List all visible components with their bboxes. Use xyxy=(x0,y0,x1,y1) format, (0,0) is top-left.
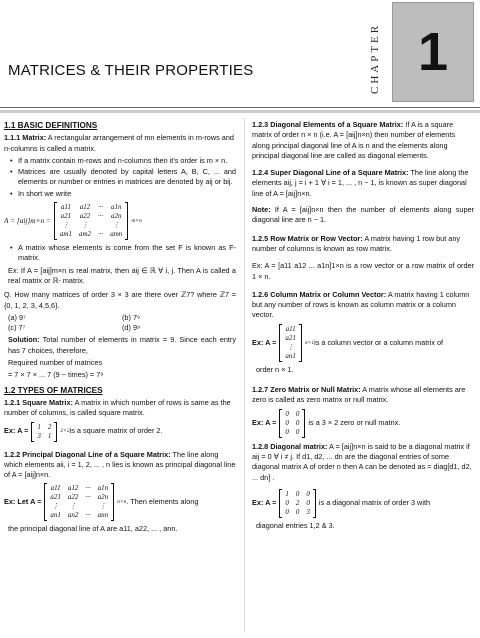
square-matrix-example xyxy=(4,422,236,442)
row-label: 1.2.5 Row Matrix or Row Vector: xyxy=(252,233,363,243)
matrix-cell: a22 xyxy=(67,493,79,502)
chapter-label: CHAPTER xyxy=(369,22,381,94)
matrix-cell: a1n xyxy=(97,484,109,493)
matrix-cell: ⋮ xyxy=(52,502,60,511)
row-matrix-example: Ex: A = [a11 a12 ... a1n]1×n is a row vector or a row matrix of order 1 × n. xyxy=(252,261,474,281)
diag-elem-text: If A is a square matrix of order n × n (i.e. A = [aij]n×n) then number of elements along principal diagonal line of A is n and the elements along principal diagonal line are called as diagonal elements. xyxy=(252,120,456,160)
ex7-post: is a diagonal matrix of order 3 with xyxy=(318,498,431,508)
option-a: (a) 9⁷ xyxy=(8,312,26,322)
matrix-cell: a2n xyxy=(111,212,122,221)
ex7-line-2: diagonal entries 1,2 & 3. xyxy=(256,520,335,530)
column-matrix xyxy=(279,324,302,362)
matrix-cell: 1 xyxy=(47,431,52,440)
matrix-cell: a1n xyxy=(111,203,122,212)
ex3-pre: Ex: Let A = xyxy=(4,497,42,507)
zero-matrix xyxy=(279,409,305,438)
square-label: 1.2.1 Square Matrix: xyxy=(4,397,73,407)
zero-text: A matrix whose all elements are zero is called as zero matrix or null matrix. xyxy=(252,385,466,405)
matrix-cell: ··· xyxy=(85,484,91,493)
matrix-cell: 0 xyxy=(285,427,289,436)
chapter-number-box xyxy=(392,2,474,102)
ex5-line-2: order n × 1. xyxy=(256,364,294,374)
matrix-cell: a21 xyxy=(60,212,72,221)
zero-label: 1.2.7 Zero Matrix or Null Matrix: xyxy=(252,385,361,395)
def-text: A rectangular arrangement of mn elements in m-rows and n-columns is called a matrix. xyxy=(4,133,234,153)
title-divider xyxy=(0,107,480,108)
note-text: If A = [aij]n×n then the number of elements along super diagonal line are n − 1. xyxy=(252,205,474,225)
diag-text: A = [aij]n×n is said to be a diagonal matrix if aij = 0 ∀ i ≠ j. If d1, d2, ... dn are the diagonal entries of some diagonal matrix A of order n then A can be denoted as = diag[d1, d2, ... dn] . xyxy=(252,441,472,482)
matrix-cell: ann xyxy=(97,511,109,520)
matrix-cell: an2 xyxy=(67,511,79,520)
ex3-post: . Then elements along xyxy=(126,497,199,507)
super-label: 1.2.4 Super Diagonal Line of a Square Matrix: xyxy=(252,168,409,178)
matrix-cell: 0 xyxy=(295,409,300,418)
ex2-pre: Ex: A = xyxy=(4,426,29,436)
solution-label: Solution: xyxy=(8,335,40,345)
example-real-matrix: Ex: If A = [aij]m×n is real matrix, then aij ∈ ℝ ∀ i, j. Then A is called a real matrix or ℝ- matrix. xyxy=(8,265,236,285)
matrix-cell xyxy=(98,221,103,230)
option-c: (c) 7⁷ xyxy=(8,323,26,333)
matrix-cell: ··· xyxy=(98,203,104,212)
general-matrix xyxy=(54,202,128,240)
section-heading-1-2: 1.2 TYPES OF MATRICES xyxy=(4,385,103,395)
matrix-cell: a2n xyxy=(97,493,109,502)
ex6-post: is a 3 × 2 zero or null matrix. xyxy=(308,417,401,427)
solution-line-2: Required number of matrices xyxy=(8,358,103,368)
matrix-cell: 0 xyxy=(295,427,300,436)
matrix-cell: 3 xyxy=(37,431,41,440)
matrix-cell: a12 xyxy=(79,203,91,212)
matrix-cell: a21 xyxy=(285,333,296,342)
ex3-order: n×n xyxy=(117,499,127,506)
matrix-bullets-2 xyxy=(10,243,236,264)
ex2-order: 2×2 xyxy=(60,428,70,435)
matrix-cell: 0 xyxy=(295,489,300,498)
eq-lhs: A = [aij]m×n = xyxy=(4,215,51,225)
matrix-cell: ··· xyxy=(98,230,104,239)
square-text: A matrix in which number of rows is same as the number of columns, is called square matrix. xyxy=(4,397,231,418)
principal-label: 1.2.2 Principal Diagonal Line of a Square Matrix: xyxy=(4,449,171,459)
matrix-cell: an1 xyxy=(50,511,61,520)
note xyxy=(252,205,474,226)
super-text: The line along the elements aij, j = i + 1 ∀ i = 1, ... , n − 1, is known as super diagonal line of A = [aij]n×n. xyxy=(252,168,469,198)
matrix-cell: a22 xyxy=(79,212,91,221)
bullet-notation: • Matrices are usually denoted by capital letters A, B, C, ... and elements or number or entries in matrices are denoted by aij or bij. xyxy=(10,167,236,188)
matrix-bullets xyxy=(10,156,236,199)
matrix-cell: 0 xyxy=(285,507,289,516)
matrix-cell: ··· xyxy=(98,212,104,221)
def-label: 1.1.1 Matrix: xyxy=(4,133,47,143)
matrix-cell: ⋮ xyxy=(81,221,89,230)
options xyxy=(8,313,236,334)
matrix-cell: a11 xyxy=(50,484,61,493)
solution xyxy=(8,335,236,356)
option-d: (d) 9⁹ xyxy=(122,323,141,333)
matrix-cell: a12 xyxy=(67,484,79,493)
ex5-pre: Ex: A = xyxy=(252,337,277,347)
matrix-cell: 0 xyxy=(285,409,289,418)
matrix-cell xyxy=(85,502,90,511)
solution-line-3: = 7 × 7 × ... 7 (9 − times) = 7⁹ xyxy=(8,370,104,380)
zero-matrix-example xyxy=(252,409,474,438)
section-heading-1-1: 1.1 BASIC DEFINITIONS xyxy=(4,121,98,130)
matrix-cell: 3 xyxy=(306,507,310,516)
diagonal-matrix-example xyxy=(252,489,474,518)
matrix-cell: 0 xyxy=(285,418,289,427)
matrix-cell: 2 xyxy=(47,422,52,431)
matrix-cell: 2 xyxy=(295,498,300,507)
matrix-cell: ⋮ xyxy=(287,342,295,351)
matrix-cell: an1 xyxy=(285,351,296,360)
matrix-cell: 0 xyxy=(306,498,310,507)
matrix-cell: ··· xyxy=(85,493,91,502)
bullet-f-matrix: • A matrix whose elements is come from the set F is known as F-matrix. xyxy=(10,243,236,264)
left-column xyxy=(4,116,236,537)
diag-label: 1.2.8 Diagonal matrix: xyxy=(252,441,328,451)
matrix-cell: am1 xyxy=(59,230,72,239)
matrix-cell: 0 xyxy=(295,418,300,427)
principal-matrix xyxy=(44,483,114,521)
solution-text: Total number of elements in matrix = 9. Since each entry has 7 choices, therefore, xyxy=(8,335,236,355)
ex6-pre: Ex: A = xyxy=(252,417,277,427)
square-matrix xyxy=(31,422,57,442)
right-column xyxy=(252,116,474,533)
principal-diagonal-example xyxy=(4,483,236,521)
row-text: A matrix having 1 row but any number of columns is known as row matrix. xyxy=(252,233,461,253)
matrix-cell: 0 xyxy=(306,489,310,498)
chapter-number: 1 xyxy=(417,22,449,82)
matrix-cell: ⋮ xyxy=(62,221,70,230)
matrix-cell: ⋮ xyxy=(99,502,107,511)
page-title: MATRICES & THEIR PROPERTIES xyxy=(8,62,254,79)
bullet-short: • In short we write xyxy=(10,189,236,199)
general-matrix-equation xyxy=(4,202,236,240)
matrix-cell: amn xyxy=(110,230,123,239)
col-text: A matrix having 1 column but any number of rows is known as column matrix or a column vector. xyxy=(252,289,470,320)
ex2-post: is a square matrix of order 2. xyxy=(69,426,163,436)
column-matrix-example xyxy=(252,324,474,362)
matrix-cell: ··· xyxy=(85,511,91,520)
col-label: 1.2.6 Column Matrix or Column Vector: xyxy=(252,289,387,299)
title-divider-shadow xyxy=(0,110,480,113)
matrix-cell: 0 xyxy=(285,498,289,507)
ex5-order: n×1 xyxy=(304,339,315,346)
ex3-line-2: the principal diagonal line of A are a11, a22, ... , ann. xyxy=(8,524,178,534)
matrix-cell: 1 xyxy=(37,422,41,431)
matrix-cell: a11 xyxy=(285,324,296,333)
matrix-cell: ⋮ xyxy=(112,221,120,230)
matrix-cell: ⋮ xyxy=(69,502,77,511)
option-b: (b) 7⁹ xyxy=(122,312,141,322)
note-label: Note: xyxy=(252,205,271,215)
diagonal-matrix xyxy=(279,489,316,518)
general-matrix-order: m×n xyxy=(131,217,142,224)
matrix-cell: 1 xyxy=(285,489,289,498)
matrix-cell: a21 xyxy=(50,493,61,502)
matrix-cell: a11 xyxy=(60,203,71,212)
matrix-cell: am2 xyxy=(78,230,91,239)
bullet-order: • If a matrix contain m-rows and n-columns then it's order is m × n. xyxy=(10,156,236,166)
principal-text: The line along which elements aii, i = 1, 2, ... , n lies is known as principal diagonal line of A = [aij]n×n. xyxy=(4,449,236,480)
diag-elem-label: 1.2.3 Diagonal Elements of a Square Matrix: xyxy=(252,120,404,129)
ex5-post: is a column vector or a column matrix of xyxy=(314,337,444,347)
question: Q. How many matrices of order 3 × 3 are there over ℤ7? where ℤ7 = {0, 1, 2, 3, 4,5,6}. xyxy=(4,290,236,310)
column-divider xyxy=(244,118,245,633)
matrix-cell: 0 xyxy=(295,507,300,516)
ex7-pre: Ex: A = xyxy=(252,498,277,508)
